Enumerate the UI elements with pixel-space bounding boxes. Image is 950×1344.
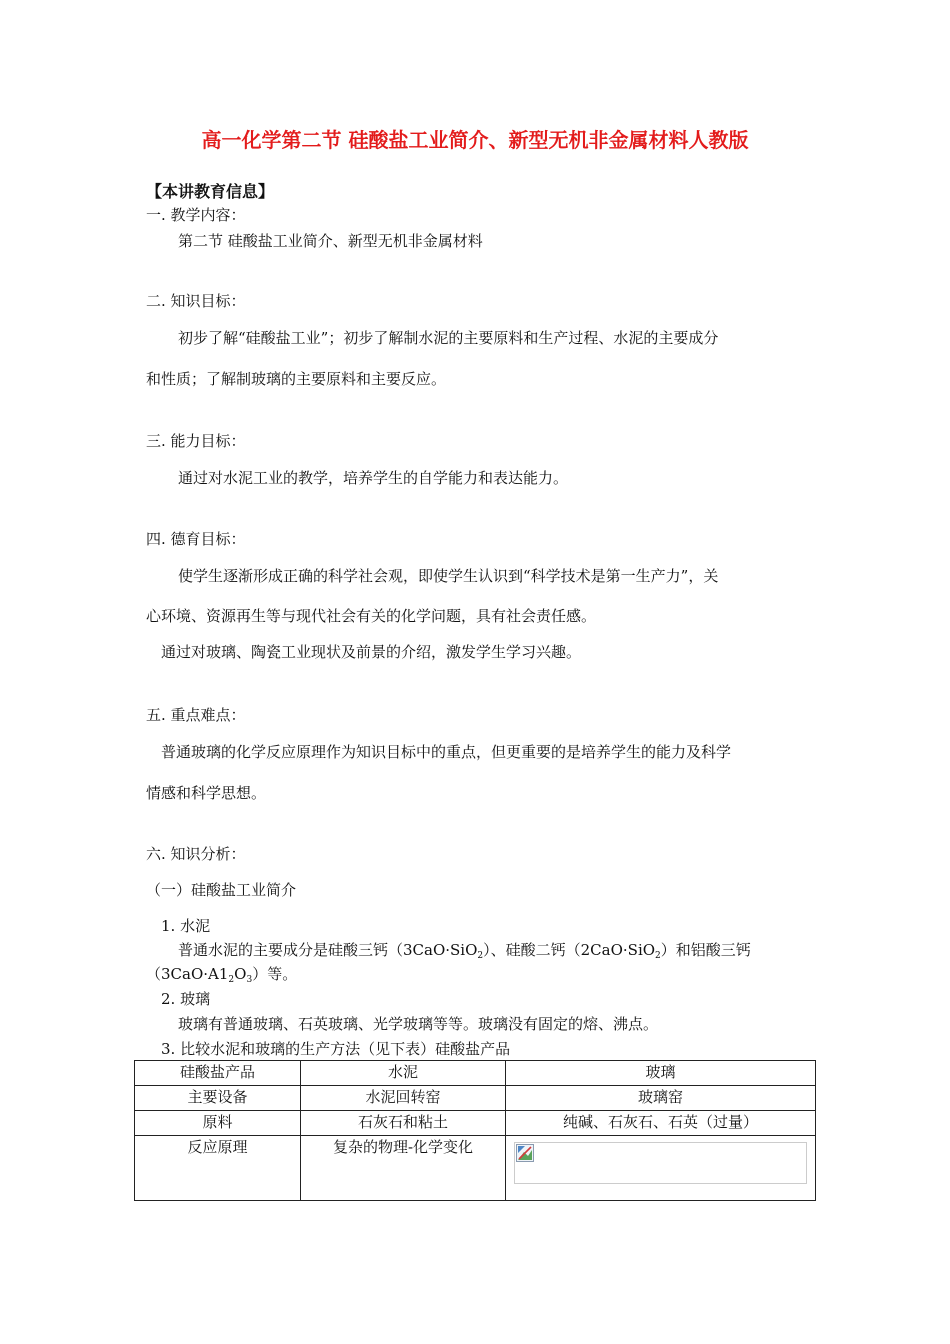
table-cell <box>506 1136 816 1201</box>
section-knowledge-heading: 二. 知识目标： <box>146 292 246 310</box>
table-row <box>135 1136 816 1201</box>
table-cell: 水泥回转窑 <box>301 1086 506 1111</box>
section-content-heading: 一. 教学内容： <box>146 206 246 224</box>
item-glass-heading: 2. 玻璃 <box>161 990 211 1008</box>
table-header-cell: 硅酸盐产品 <box>135 1061 301 1086</box>
item-compare-heading: 3. 比较水泥和玻璃的生产方法（见下表）硅酸盐产品 <box>161 1040 511 1058</box>
section-key-heading: 五. 重点难点： <box>146 706 246 724</box>
section-analysis-heading: 六. 知识分析： <box>146 845 246 863</box>
item-cement-heading: 1. 水泥 <box>161 917 211 935</box>
table-cell: 纯碱、石灰石、石英（过量） <box>506 1111 816 1136</box>
section-ability-heading: 三. 能力目标： <box>146 432 246 450</box>
analysis-subsection-1: （一）硅酸盐工业简介 <box>146 881 297 899</box>
section-moral-line2: 心环境、资源再生等与现代社会有关的化学问题，具有社会责任感。 <box>146 607 597 625</box>
document-title: 高一化学第二节 硅酸盐工业简介、新型无机非金属材料人教版 <box>201 128 749 152</box>
section-knowledge-line1: 初步了解“硅酸盐工业”；初步了解制水泥的主要原料和生产过程、水泥的主要成分 <box>178 329 719 347</box>
table-cell: 复杂的物理-化学变化 <box>301 1136 506 1201</box>
info-header: 【本讲教育信息】 <box>146 182 275 201</box>
broken-image-icon <box>516 1144 534 1162</box>
reaction-image-placeholder <box>514 1142 807 1184</box>
comparison-table <box>134 1060 816 1201</box>
section-moral-line1: 使学生逐渐形成正确的科学社会观，即使学生认识到“科学技术是第一生产力”，关 <box>178 567 719 585</box>
section-moral-line3: 通过对玻璃、陶瓷工业现状及前景的介绍，激发学生学习兴趣。 <box>161 643 582 661</box>
cement-line2: $(3CaO\cdot A1_2O_3)$等。 <box>146 965 298 985</box>
section-key-line2: 情感和科学思想。 <box>146 784 267 802</box>
section-knowledge-line2: 和性质；了解制玻璃的主要原料和主要反应。 <box>146 370 447 388</box>
glass-line: 玻璃有普通玻璃、石英玻璃、光学玻璃等等。玻璃没有固定的熔、沸点。 <box>178 1015 659 1033</box>
table-header-cell: 玻璃 <box>506 1061 816 1086</box>
table-header-row <box>135 1061 816 1086</box>
table-header-cell: 水泥 <box>301 1061 506 1086</box>
table-row <box>135 1111 816 1136</box>
table-row <box>135 1086 816 1111</box>
section-moral-heading: 四. 德育目标： <box>146 530 246 548</box>
table-cell: 石灰石和粘土 <box>301 1111 506 1136</box>
cement-line1: 普通水泥的主要成分是硅酸三钙（3CaO·SiO$_2$）、硅酸二钙（2CaO·SiO$_2$）和铝酸三钙 <box>178 941 751 961</box>
table-cell: 原料 <box>135 1111 301 1136</box>
table-cell: 反应原理 <box>135 1136 301 1201</box>
section-content-body: 第二节 硅酸盐工业简介、新型无机非金属材料 <box>178 232 483 250</box>
section-ability-body: 通过对水泥工业的教学，培养学生的自学能力和表达能力。 <box>178 469 569 487</box>
table-cell: 玻璃窑 <box>506 1086 816 1111</box>
table-cell: 主要设备 <box>135 1086 301 1111</box>
section-key-line1: 普通玻璃的化学反应原理作为知识目标中的重点，但更重要的是培养学生的能力及科学 <box>161 743 732 761</box>
